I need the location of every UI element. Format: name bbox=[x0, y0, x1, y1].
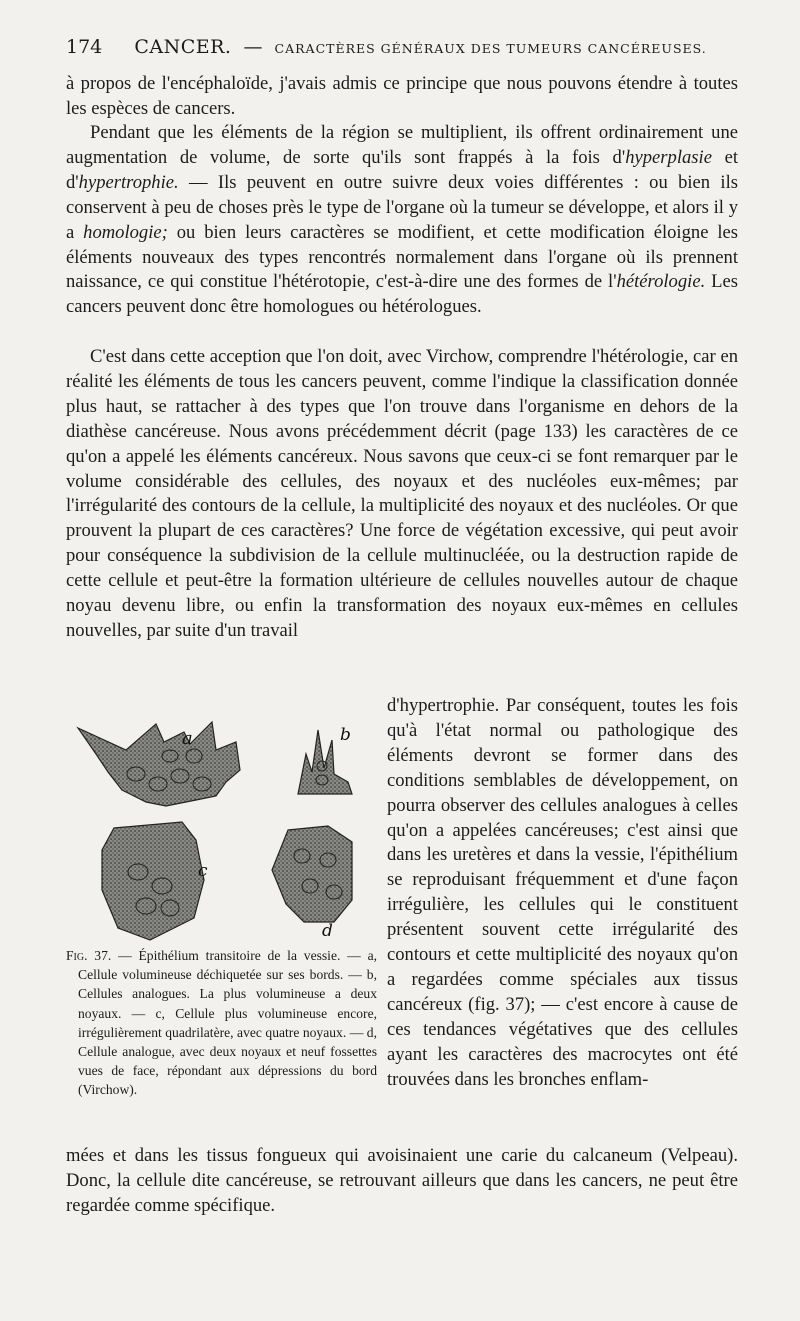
p2-text-e: Les cancers peuvent donc être homologues ou hétérologues. bbox=[66, 271, 739, 318]
epithelium-illustration bbox=[66, 710, 376, 950]
caption-label: Fig. 37. bbox=[66, 948, 112, 963]
label-c: c bbox=[198, 861, 208, 881]
paragraph-2 bbox=[66, 121, 738, 320]
cell-a bbox=[78, 722, 240, 806]
caption-text: — Épithélium transitoire de la vessie. — a, Cellule volumineuse déchiquetée sur ses bords. — b, Cellules analogues. La plus volumineuse a deux noyaux. — c, Cellule plus volumineuse encore, irrégulièrement quadrilatère, avec quatre noyaux. — d, Cellule analogue, avec deux noyaux et neuf fossettes vues de face, répondant aux dépressions du bord (Virchow). bbox=[78, 948, 377, 1098]
paragraph-1: à propos de l'encéphaloïde, j'avais admis ce principe que nous pouvons étendre à toutes les espèces de cancers. bbox=[66, 73, 738, 119]
label-d: d bbox=[322, 921, 333, 941]
label-b: b bbox=[340, 725, 351, 745]
running-title: CANCER. bbox=[134, 36, 232, 58]
p2-text-b: et d' bbox=[66, 146, 738, 193]
figure-37 bbox=[66, 710, 376, 950]
cell-c bbox=[102, 822, 208, 940]
header-separator: — bbox=[243, 36, 263, 58]
p2-term-heterologie: hétérologie. bbox=[616, 271, 706, 293]
p2-text-d: ou bien leurs caractères se modifient, et cette modification éloigne les éléments nouveaux des types rencontrés normalement dans l'organe où ils prennent naissance, ce qui constitue l'hétérotopie, c'est-à-dire une des formes de l' bbox=[66, 221, 738, 293]
p2-text-c: — Ils peuvent en outre suivre deux voies différentes : ou bien ils conservent à peu de choses près le type de l'organe où la tumeur se développe, et alors il y a bbox=[66, 171, 738, 243]
section-title: CARACTÈRES GÉNÉRAUX DES TUMEURS CANCÉREUSES. bbox=[274, 41, 707, 56]
cell-d bbox=[272, 826, 352, 941]
cell-b bbox=[298, 725, 352, 794]
running-header bbox=[66, 36, 766, 64]
paragraph-3-end: mées et dans les tissus fongueux qui avoisinaient une carie du calcaneum (Velpeau). Donc, la cellule dite cancéreuse, se retrouvant ailleurs que dans les cancers, ne peut être regardée comme spécifique. bbox=[66, 1145, 738, 1216]
figure-caption bbox=[66, 946, 377, 1100]
p2-term-hyperplasie: hyperplasie bbox=[625, 146, 712, 168]
paragraph-3: C'est dans cette acception que l'on doit, avec Virchow, comprendre l'hétérologie, car en réalité les éléments de tous les cancers peuvent, comme l'indique la classification donnée plus haut, se rattacher à des types que l'on trouve dans l'organisme en dehors de la diathèse cancéreuse. Nous avons précédemment décrit (page 133) les caractères de ce qu'on a appelé les éléments cancéreux. Nous savons que ceux-ci se font remarquer par le volume considérable des cellules, des noyaux et des nucléoles eux-mêmes; par l'irrégularité des contours de la cellule, la multiplicité des noyaux et des nucléoles. Or que prouvent la plupart de ces caractères? Une force de végétation excessive, qui peut avoir pour conséquence la subdivision de la cellule multinucléée, ou la destruction rapide de cette cellule et peut-être la formation ultérieure de cellules nouvelles autour de chaque noyau devenu libre, ou enfin la transformation des noyaux eux-mêmes en cellules nouvelles, par suite d'un travail bbox=[66, 346, 738, 641]
page-number: 174 bbox=[66, 36, 103, 58]
p2-text-a: Pendant que les éléments de la région se multiplient, ils offrent ordinairement une augmentation de volume, de sorte qu'ils sont frappés à la fois d' bbox=[66, 122, 738, 168]
p2-term-hypertrophie: hypertrophie. bbox=[78, 171, 179, 193]
p2-term-homologie: homologie; bbox=[83, 221, 168, 243]
label-a: a bbox=[182, 728, 193, 749]
paragraph-3-wrap: d'hypertrophie. Par conséquent, toutes les fois qu'à l'état normal ou pathologique des éléments devront se former dans des conditions semblables de développement, on pourra observer des cellules analogues à celles qu'on a appelées cancéreuses; c'est ainsi que dans les uretères et dans la vessie, l'épithélium se reproduisant fréquemment et d'une façon irrégulière, les cellules qui le constituent présentent souvent cette irrégularité des contours et cette multiplicité des noyaux qu'on a regardées comme spéciales aux tissus cancéreux (fig. 37); — c'est encore à cause de ces tendances végétatives que des cellules ayant les caractères des macrocytes ont été trouvées dans les bronches enflam- bbox=[387, 695, 738, 1090]
